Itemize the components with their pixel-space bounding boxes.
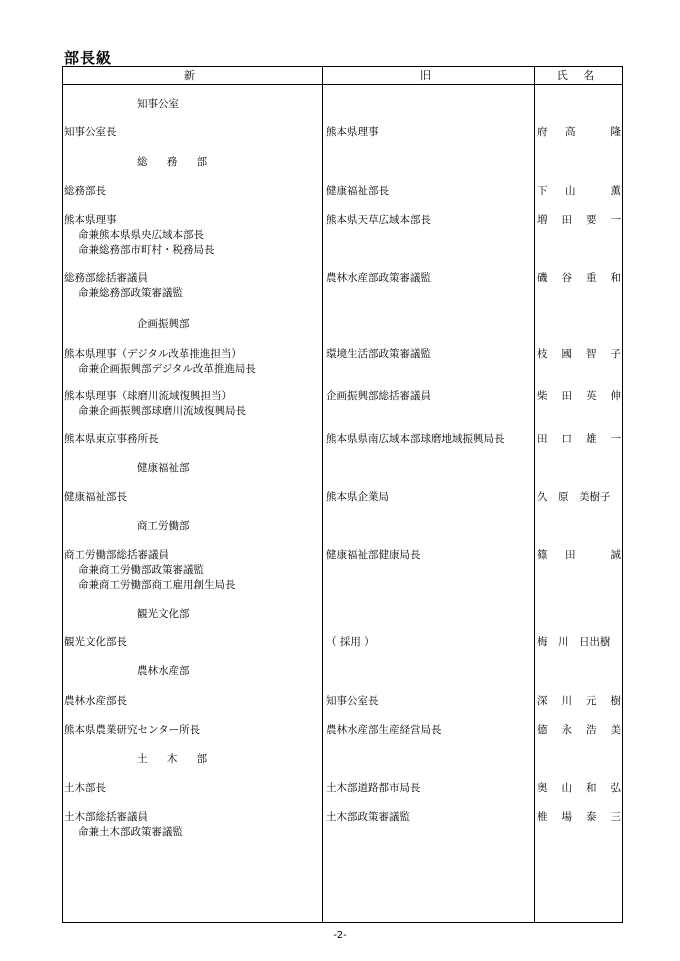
- header-new: 新: [184, 69, 201, 82]
- old-position: 熊本県理事: [326, 126, 379, 138]
- person-name: [537, 125, 621, 140]
- new-position: [64, 389, 246, 419]
- new-position-line: 命兼企画振興部デジタル改革推進局長: [78, 363, 256, 375]
- new-position: [64, 810, 183, 840]
- name-part: 下: [537, 185, 548, 197]
- name-part: 谷: [561, 272, 572, 284]
- name-part: 府: [537, 126, 548, 138]
- name-part: 柴: [537, 390, 548, 402]
- new-position-line: 命兼土木部政策審議監: [78, 826, 183, 838]
- person-name: [537, 490, 621, 505]
- column-divider: [534, 67, 535, 922]
- old-position: 土木部政策審議監: [326, 811, 410, 823]
- section-heading: 観光文化部: [137, 608, 190, 620]
- column-divider: [322, 67, 323, 922]
- name-part: 深: [537, 695, 548, 707]
- new-position-line: 命兼総務部市町村・税務局長: [78, 244, 215, 256]
- new-position-line: 知事公室長: [64, 126, 117, 138]
- name-part: 重: [586, 272, 597, 284]
- new-position-line: 土木部長: [64, 782, 106, 794]
- new-position: [64, 490, 127, 505]
- name-part: 場: [561, 811, 572, 823]
- name-part: 元: [586, 695, 597, 707]
- name-part: 弘: [610, 782, 621, 794]
- name-part: 日出樹: [579, 636, 611, 648]
- new-position-line: 命兼企画振興部球磨川流域復興局長: [78, 405, 246, 417]
- name-part: 和: [610, 272, 621, 284]
- name-part: 田: [565, 549, 576, 561]
- name-part: 磯: [537, 272, 548, 284]
- name-part: 英: [586, 390, 597, 402]
- name-part: 一: [610, 214, 621, 226]
- old-position: 熊本県天草広域本部長: [326, 214, 431, 226]
- new-position-line: 熊本県理事: [64, 214, 117, 226]
- new-position-line: 商工労働部総括審議員: [64, 549, 169, 561]
- new-position: [64, 548, 236, 593]
- old-position: 農林水産部政策審議監: [326, 272, 431, 284]
- person-name: [537, 184, 621, 199]
- name-part: 浩: [586, 724, 597, 736]
- name-part: 山: [565, 185, 576, 197]
- old-position: 土木部道路都市局長: [326, 782, 421, 794]
- new-position-line: 観光文化部長: [64, 636, 127, 648]
- name-part: 田: [561, 214, 572, 226]
- new-position: [64, 213, 215, 258]
- name-part: 和: [586, 782, 597, 794]
- new-position-line: 命兼総務部政策審議監: [78, 287, 183, 299]
- new-position-line: 熊本県農業研究センター所長: [64, 724, 201, 736]
- section-heading: 農林水産部: [137, 665, 190, 677]
- new-position: [64, 694, 127, 709]
- new-position-line: 命兼商工労働部政策審議監: [78, 564, 204, 576]
- person-name: [537, 389, 621, 404]
- table-header: [63, 67, 622, 85]
- new-position-line: 農林水産部長: [64, 695, 127, 707]
- section-heading: 土 木 部: [137, 753, 216, 765]
- name-part: 薫: [610, 185, 621, 197]
- new-position-line: 総務部総括審議員: [64, 272, 148, 284]
- name-part: 奥: [537, 782, 548, 794]
- section-heading: 健康福祉部: [137, 462, 190, 474]
- person-name: [537, 810, 621, 825]
- new-position: [64, 723, 200, 738]
- name-part: 増: [537, 214, 548, 226]
- new-position-line: 総務部長: [64, 185, 106, 197]
- new-position: [64, 125, 117, 140]
- section-heading: 企画振興部: [137, 318, 190, 330]
- old-position: 健康福祉部長: [326, 185, 389, 197]
- page-number: -2-: [333, 930, 347, 941]
- name-part: 田: [561, 390, 572, 402]
- new-position-line: 熊本県理事（デジタル改革推進担当）: [64, 348, 242, 360]
- name-part: 隆: [610, 126, 621, 138]
- person-name: [537, 694, 621, 709]
- header-old: 旧: [420, 69, 437, 82]
- name-part: 泰: [586, 811, 597, 823]
- new-position-line: 土木部総括審議員: [64, 811, 148, 823]
- name-part: 要: [586, 214, 597, 226]
- name-part: 美樹子: [579, 491, 611, 503]
- name-part: 誠: [610, 549, 621, 561]
- name-part: 田: [537, 433, 548, 445]
- person-name: [537, 432, 621, 447]
- name-part: 智: [586, 348, 597, 360]
- old-position: 環境生活部政策審議監: [326, 348, 431, 360]
- name-part: 椎: [537, 811, 548, 823]
- name-part: 伸: [610, 390, 621, 402]
- new-position: [64, 347, 256, 377]
- name-part: 口: [561, 433, 572, 445]
- old-position: 企画振興部総括審議員: [326, 390, 431, 402]
- person-name: [537, 635, 621, 650]
- name-part: 子: [610, 348, 621, 360]
- name-part: 篠: [537, 549, 548, 561]
- name-part: 川: [558, 636, 569, 648]
- new-position: [64, 635, 127, 650]
- header-name: 氏 名: [556, 69, 601, 82]
- name-part: 永: [561, 724, 572, 736]
- name-part: 梅: [537, 636, 548, 648]
- section-heading: 知事公室: [137, 98, 179, 110]
- name-part: 高: [565, 126, 576, 138]
- section-heading: 総 務 部: [137, 156, 216, 168]
- new-position-line: 命兼商工労働部商工雇用創生局長: [78, 579, 236, 591]
- old-position: 熊本県県南広域本部球磨地域振興局長: [326, 433, 505, 445]
- old-position: （ 採用 ）: [326, 636, 375, 648]
- personnel-table: [62, 66, 623, 923]
- name-part: 枝: [537, 348, 548, 360]
- new-position: [64, 271, 183, 301]
- name-part: 三: [610, 811, 621, 823]
- person-name: [537, 548, 621, 563]
- person-name: [537, 781, 621, 796]
- old-position: 知事公室長: [326, 695, 379, 707]
- person-name: [537, 723, 621, 738]
- new-position-line: 熊本県理事（球磨川流域復興担当）: [64, 390, 232, 402]
- new-position-line: 熊本県東京事務所長: [64, 433, 159, 445]
- name-part: 德: [537, 724, 548, 736]
- name-part: 山: [561, 782, 572, 794]
- old-position: 健康福祉部健康局長: [326, 549, 421, 561]
- person-name: [537, 347, 621, 362]
- old-position: 農林水産部生産経営局長: [326, 724, 442, 736]
- page-title: 部長級: [64, 49, 113, 67]
- new-position-line: 健康福祉部長: [64, 491, 127, 503]
- name-part: 川: [561, 695, 572, 707]
- name-part: 一: [610, 433, 621, 445]
- new-position-line: 命兼熊本県県央広域本部長: [78, 229, 204, 241]
- person-name: [537, 271, 621, 286]
- new-position: [64, 184, 106, 199]
- old-position: 熊本県企業局: [326, 491, 389, 503]
- section-heading: 商工労働部: [137, 520, 190, 532]
- name-part: 國: [561, 348, 572, 360]
- name-part: 樹: [610, 695, 621, 707]
- person-name: [537, 213, 621, 228]
- name-part: 原: [558, 491, 569, 503]
- name-part: 雄: [586, 433, 597, 445]
- new-position: [64, 781, 106, 796]
- name-part: 久: [537, 491, 548, 503]
- new-position: [64, 432, 159, 447]
- name-part: 美: [610, 724, 621, 736]
